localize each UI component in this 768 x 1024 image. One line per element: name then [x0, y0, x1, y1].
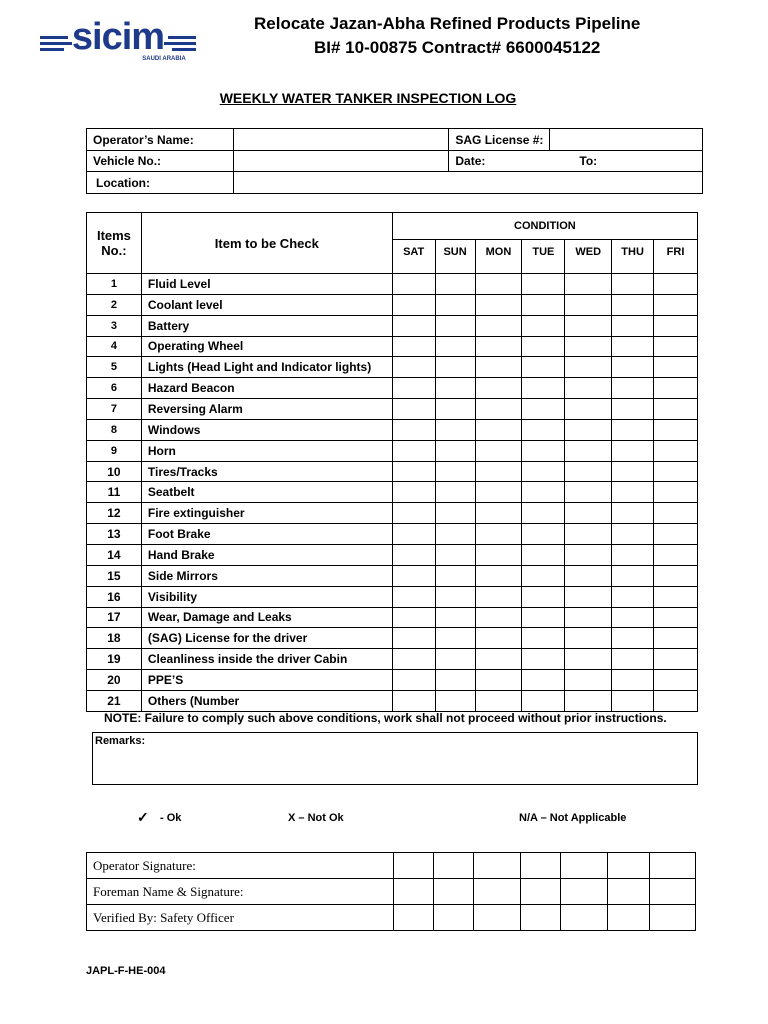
checklist-row: [87, 399, 698, 420]
condition-cell-wed[interactable]: [565, 524, 612, 545]
checklist-row: [87, 419, 698, 440]
condition-cell-sat[interactable]: [392, 336, 435, 357]
condition-cell-sun[interactable]: [435, 649, 475, 670]
checklist-row: [87, 649, 698, 670]
checklist-body: [87, 274, 698, 712]
legend-na: N/A – Not Applicable: [519, 812, 627, 824]
checklist-row: [87, 503, 698, 524]
signature-table: [86, 852, 696, 931]
item-number: 13: [87, 524, 142, 545]
condition-cell-sun[interactable]: [435, 670, 475, 691]
condition-cell-sun[interactable]: [435, 274, 475, 295]
checklist-row: [87, 336, 698, 357]
to-label: To:: [579, 154, 598, 168]
condition-cell-fri[interactable]: [654, 378, 698, 399]
item-label: Others (Number: [141, 690, 392, 711]
condition-header: CONDITION: [392, 213, 697, 240]
condition-cell-tue[interactable]: [522, 690, 565, 711]
condition-cell-sat[interactable]: [392, 461, 435, 482]
day-header-sun: SUN: [435, 240, 475, 274]
signature-row: [87, 853, 696, 879]
signature-label: Foreman Name & Signature:: [87, 879, 394, 905]
condition-cell-mon[interactable]: [475, 670, 522, 691]
condition-cell-sun[interactable]: [435, 607, 475, 628]
condition-cell-thu[interactable]: [612, 378, 654, 399]
condition-cell-tue[interactable]: [522, 503, 565, 524]
condition-cell-sat[interactable]: [392, 649, 435, 670]
condition-cell-thu[interactable]: [612, 670, 654, 691]
condition-cell-wed[interactable]: [565, 503, 612, 524]
condition-cell-mon[interactable]: [475, 378, 522, 399]
condition-cell-sun[interactable]: [435, 440, 475, 461]
item-label: Windows: [141, 419, 392, 440]
item-label: (SAG) License for the driver: [141, 628, 392, 649]
condition-cell-fri[interactable]: [654, 399, 698, 420]
condition-cell-thu[interactable]: [612, 628, 654, 649]
condition-cell-sun[interactable]: [435, 690, 475, 711]
checklist-row: [87, 461, 698, 482]
condition-cell-tue[interactable]: [522, 628, 565, 649]
logo-wordmark: sicim: [71, 16, 165, 58]
condition-cell-tue[interactable]: [522, 565, 565, 586]
condition-cell-tue[interactable]: [522, 419, 565, 440]
condition-cell-mon[interactable]: [475, 315, 522, 336]
condition-cell-fri[interactable]: [654, 419, 698, 440]
condition-cell-sun[interactable]: [435, 524, 475, 545]
item-label: Side Mirrors: [141, 565, 392, 586]
checklist-row: [87, 294, 698, 315]
operator-name-field[interactable]: [233, 129, 449, 151]
condition-cell-mon[interactable]: [475, 503, 522, 524]
condition-cell-mon[interactable]: [475, 440, 522, 461]
checklist-row: [87, 690, 698, 711]
item-label: Lights (Head Light and Indicator lights): [141, 357, 392, 378]
condition-cell-mon[interactable]: [475, 628, 522, 649]
signature-cell[interactable]: [650, 853, 696, 879]
signature-label: Verified By: Safety Officer: [87, 905, 394, 931]
header-title-line1: Relocate Jazan-Abha Refined Products Pipeline: [254, 14, 641, 33]
date-range-field[interactable]: [449, 151, 703, 172]
item-label: Battery: [141, 315, 392, 336]
signature-cell[interactable]: [561, 905, 608, 931]
condition-cell-wed[interactable]: [565, 399, 612, 420]
legend-not-ok: X – Not Ok: [288, 812, 344, 824]
condition-cell-wed[interactable]: [565, 565, 612, 586]
condition-cell-thu[interactable]: [612, 336, 654, 357]
item-number: 6: [87, 378, 142, 399]
vehicle-no-field[interactable]: [233, 151, 449, 172]
sag-license-label: SAG License #:: [449, 129, 550, 151]
condition-cell-sat[interactable]: [392, 440, 435, 461]
condition-cell-fri[interactable]: [654, 649, 698, 670]
signature-cell[interactable]: [521, 905, 561, 931]
condition-cell-tue[interactable]: [522, 357, 565, 378]
condition-cell-wed[interactable]: [565, 378, 612, 399]
checkmark-icon: ✓: [137, 809, 149, 825]
items-no-header: Items No.:: [87, 213, 142, 274]
condition-cell-thu[interactable]: [612, 315, 654, 336]
condition-cell-tue[interactable]: [522, 440, 565, 461]
item-number: 7: [87, 399, 142, 420]
checklist-row: [87, 274, 698, 295]
item-number: 9: [87, 440, 142, 461]
condition-cell-fri[interactable]: [654, 294, 698, 315]
condition-cell-tue[interactable]: [522, 607, 565, 628]
day-header-tue: TUE: [522, 240, 565, 274]
signature-cell[interactable]: [561, 853, 608, 879]
condition-cell-fri[interactable]: [654, 274, 698, 295]
item-label: Wear, Damage and Leaks: [141, 607, 392, 628]
condition-cell-mon[interactable]: [475, 524, 522, 545]
vehicle-no-label: Vehicle No.:: [87, 151, 234, 172]
condition-cell-fri[interactable]: [654, 440, 698, 461]
condition-cell-wed[interactable]: [565, 336, 612, 357]
condition-cell-mon[interactable]: [475, 294, 522, 315]
item-label: Reversing Alarm: [141, 399, 392, 420]
condition-cell-sun[interactable]: [435, 419, 475, 440]
condition-cell-thu[interactable]: [612, 649, 654, 670]
item-number: 2: [87, 294, 142, 315]
item-number: 1: [87, 274, 142, 295]
signature-cell[interactable]: [521, 879, 561, 905]
header-title-line2: BI# 10-00875 Contract# 6600045122: [314, 38, 601, 57]
condition-cell-wed[interactable]: [565, 419, 612, 440]
condition-cell-tue[interactable]: [522, 649, 565, 670]
info-table: [86, 128, 703, 194]
item-number: 21: [87, 690, 142, 711]
checklist-row: [87, 357, 698, 378]
item-number: 5: [87, 357, 142, 378]
condition-cell-tue[interactable]: [522, 294, 565, 315]
condition-cell-tue[interactable]: [522, 315, 565, 336]
condition-cell-mon[interactable]: [475, 482, 522, 503]
checklist-row: [87, 440, 698, 461]
signature-cell[interactable]: [650, 905, 696, 931]
day-header-wed: WED: [565, 240, 612, 274]
condition-cell-mon[interactable]: [475, 607, 522, 628]
condition-cell-wed[interactable]: [565, 607, 612, 628]
condition-cell-tue[interactable]: [522, 336, 565, 357]
condition-cell-mon[interactable]: [475, 565, 522, 586]
item-number: 15: [87, 565, 142, 586]
condition-cell-fri[interactable]: [654, 357, 698, 378]
condition-cell-wed[interactable]: [565, 690, 612, 711]
condition-cell-sun[interactable]: [435, 357, 475, 378]
condition-cell-sun[interactable]: [435, 586, 475, 607]
condition-cell-sun[interactable]: [435, 544, 475, 565]
condition-cell-sun[interactable]: [435, 565, 475, 586]
condition-cell-thu[interactable]: [612, 607, 654, 628]
condition-cell-sat[interactable]: [392, 690, 435, 711]
compliance-note: NOTE: Failure to comply such above conditions, work shall not proceed without prior instructions.: [104, 711, 667, 725]
footer-code: JAPL-F-HE-004: [86, 965, 166, 977]
checklist-row: [87, 586, 698, 607]
condition-cell-thu[interactable]: [612, 544, 654, 565]
sag-license-field[interactable]: [550, 129, 703, 151]
item-number: 3: [87, 315, 142, 336]
item-label: Horn: [141, 440, 392, 461]
location-field[interactable]: [233, 172, 702, 194]
signature-cell[interactable]: [608, 853, 650, 879]
day-header-thu: THU: [612, 240, 654, 274]
item-label: Fluid Level: [141, 274, 392, 295]
condition-cell-fri[interactable]: [654, 315, 698, 336]
condition-cell-wed[interactable]: [565, 461, 612, 482]
signature-cell[interactable]: [434, 905, 474, 931]
condition-cell-sun[interactable]: [435, 294, 475, 315]
condition-cell-fri[interactable]: [654, 690, 698, 711]
condition-cell-fri[interactable]: [654, 607, 698, 628]
logo-graphic: [40, 12, 196, 62]
condition-cell-fri[interactable]: [654, 336, 698, 357]
signature-row: [87, 905, 696, 931]
checklist-row: [87, 628, 698, 649]
item-header: Item to be Check: [141, 213, 392, 274]
checklist-row: [87, 544, 698, 565]
condition-cell-fri[interactable]: [654, 461, 698, 482]
signature-cell[interactable]: [561, 879, 608, 905]
condition-cell-sat[interactable]: [392, 399, 435, 420]
condition-cell-wed[interactable]: [565, 357, 612, 378]
condition-cell-thu[interactable]: [612, 586, 654, 607]
condition-cell-tue[interactable]: [522, 482, 565, 503]
signature-cell[interactable]: [608, 905, 650, 931]
legend: [0, 810, 768, 830]
item-label: Coolant level: [141, 294, 392, 315]
condition-cell-sat[interactable]: [392, 586, 435, 607]
condition-cell-sat[interactable]: [392, 524, 435, 545]
signature-cell[interactable]: [474, 853, 521, 879]
condition-cell-thu[interactable]: [612, 482, 654, 503]
item-number: 12: [87, 503, 142, 524]
condition-cell-sun[interactable]: [435, 461, 475, 482]
checklist-row: [87, 482, 698, 503]
condition-cell-wed[interactable]: [565, 586, 612, 607]
condition-cell-mon[interactable]: [475, 586, 522, 607]
signature-cell[interactable]: [650, 879, 696, 905]
condition-cell-sat[interactable]: [392, 544, 435, 565]
condition-cell-wed[interactable]: [565, 315, 612, 336]
signature-cell[interactable]: [434, 853, 474, 879]
condition-cell-thu[interactable]: [612, 690, 654, 711]
condition-cell-tue[interactable]: [522, 524, 565, 545]
condition-cell-sun[interactable]: [435, 482, 475, 503]
item-label: Fire extinguisher: [141, 503, 392, 524]
condition-cell-fri[interactable]: [654, 482, 698, 503]
condition-cell-sat[interactable]: [392, 378, 435, 399]
condition-cell-tue[interactable]: [522, 586, 565, 607]
item-number: 11: [87, 482, 142, 503]
condition-cell-fri[interactable]: [654, 628, 698, 649]
condition-cell-sun[interactable]: [435, 628, 475, 649]
item-label: Tires/Tracks: [141, 461, 392, 482]
condition-cell-mon[interactable]: [475, 649, 522, 670]
condition-cell-fri[interactable]: [654, 670, 698, 691]
condition-cell-tue[interactable]: [522, 274, 565, 295]
condition-cell-sun[interactable]: [435, 399, 475, 420]
condition-cell-sat[interactable]: [392, 607, 435, 628]
signature-label: Operator Signature:: [87, 853, 394, 879]
signature-cell[interactable]: [434, 879, 474, 905]
day-header-sat: SAT: [392, 240, 435, 274]
item-number: 16: [87, 586, 142, 607]
condition-cell-sat[interactable]: [392, 274, 435, 295]
signature-cell[interactable]: [608, 879, 650, 905]
signature-cell[interactable]: [474, 879, 521, 905]
item-label: PPE’S: [141, 670, 392, 691]
logo-subtitle: SAUDI ARABIA: [142, 56, 186, 62]
condition-cell-fri[interactable]: [654, 503, 698, 524]
condition-cell-sat[interactable]: [392, 628, 435, 649]
location-label: Location:: [87, 172, 234, 194]
condition-cell-tue[interactable]: [522, 399, 565, 420]
condition-cell-mon[interactable]: [475, 419, 522, 440]
condition-cell-sat[interactable]: [392, 294, 435, 315]
item-number: 10: [87, 461, 142, 482]
condition-cell-thu[interactable]: [612, 440, 654, 461]
condition-cell-wed[interactable]: [565, 628, 612, 649]
condition-cell-mon[interactable]: [475, 461, 522, 482]
form-title: WEEKLY WATER TANKER INSPECTION LOG: [219, 90, 517, 106]
condition-cell-sat[interactable]: [392, 315, 435, 336]
signature-cell[interactable]: [474, 905, 521, 931]
item-label: Visibility: [141, 586, 392, 607]
condition-cell-sun[interactable]: [435, 378, 475, 399]
item-number: 17: [87, 607, 142, 628]
condition-cell-thu[interactable]: [612, 419, 654, 440]
condition-cell-fri[interactable]: [654, 586, 698, 607]
item-number: 20: [87, 670, 142, 691]
remarks-box[interactable]: [92, 732, 698, 785]
item-number: 18: [87, 628, 142, 649]
condition-cell-sun[interactable]: [435, 315, 475, 336]
condition-cell-tue[interactable]: [522, 544, 565, 565]
legend-ok: - Ok: [160, 812, 182, 824]
condition-cell-mon[interactable]: [475, 274, 522, 295]
checklist-row: [87, 607, 698, 628]
signature-cell[interactable]: [521, 853, 561, 879]
item-label: Foot Brake: [141, 524, 392, 545]
checklist-row: [87, 315, 698, 336]
condition-cell-tue[interactable]: [522, 670, 565, 691]
operator-name-label: Operator’s Name:: [87, 129, 234, 151]
condition-cell-thu[interactable]: [612, 399, 654, 420]
condition-cell-thu[interactable]: [612, 503, 654, 524]
item-number: 4: [87, 336, 142, 357]
company-logo: [40, 12, 196, 62]
condition-cell-fri[interactable]: [654, 565, 698, 586]
condition-cell-wed[interactable]: [565, 274, 612, 295]
condition-cell-thu[interactable]: [612, 274, 654, 295]
condition-cell-sat[interactable]: [392, 503, 435, 524]
condition-cell-fri[interactable]: [654, 524, 698, 545]
condition-cell-wed[interactable]: [565, 544, 612, 565]
condition-cell-mon[interactable]: [475, 690, 522, 711]
condition-cell-wed[interactable]: [565, 670, 612, 691]
condition-cell-sun[interactable]: [435, 503, 475, 524]
condition-cell-sat[interactable]: [392, 670, 435, 691]
condition-cell-tue[interactable]: [522, 461, 565, 482]
item-number: 19: [87, 649, 142, 670]
checklist-row: [87, 670, 698, 691]
condition-cell-fri[interactable]: [654, 544, 698, 565]
condition-cell-thu[interactable]: [612, 294, 654, 315]
condition-cell-thu[interactable]: [612, 461, 654, 482]
checklist-row: [87, 565, 698, 586]
condition-cell-sat[interactable]: [392, 565, 435, 586]
condition-cell-mon[interactable]: [475, 544, 522, 565]
condition-cell-wed[interactable]: [565, 649, 612, 670]
item-label: Cleanliness inside the driver Cabin: [141, 649, 392, 670]
condition-cell-mon[interactable]: [475, 336, 522, 357]
condition-cell-thu[interactable]: [612, 565, 654, 586]
day-header-mon: MON: [475, 240, 522, 274]
item-label: Seatbelt: [141, 482, 392, 503]
item-label: Hand Brake: [141, 544, 392, 565]
day-header-fri: FRI: [654, 240, 698, 274]
condition-cell-mon[interactable]: [475, 357, 522, 378]
condition-cell-sun[interactable]: [435, 336, 475, 357]
signature-cell[interactable]: [393, 905, 434, 931]
checklist-row: [87, 524, 698, 545]
condition-cell-sat[interactable]: [392, 419, 435, 440]
item-number: 14: [87, 544, 142, 565]
condition-cell-wed[interactable]: [565, 294, 612, 315]
condition-cell-wed[interactable]: [565, 482, 612, 503]
condition-cell-wed[interactable]: [565, 440, 612, 461]
signature-row: [87, 879, 696, 905]
checklist-row: [87, 378, 698, 399]
item-number: 8: [87, 419, 142, 440]
condition-cell-sat[interactable]: [392, 482, 435, 503]
date-label: Date:: [455, 154, 486, 168]
remarks-label: Remarks:: [95, 735, 146, 747]
condition-cell-thu[interactable]: [612, 524, 654, 545]
signature-cell[interactable]: [393, 853, 434, 879]
item-label: Hazard Beacon: [141, 378, 392, 399]
item-label: Operating Wheel: [141, 336, 392, 357]
condition-cell-tue[interactable]: [522, 378, 565, 399]
checklist-table: [86, 212, 698, 712]
condition-cell-mon[interactable]: [475, 399, 522, 420]
condition-cell-thu[interactable]: [612, 357, 654, 378]
condition-cell-sat[interactable]: [392, 357, 435, 378]
signature-cell[interactable]: [393, 879, 434, 905]
